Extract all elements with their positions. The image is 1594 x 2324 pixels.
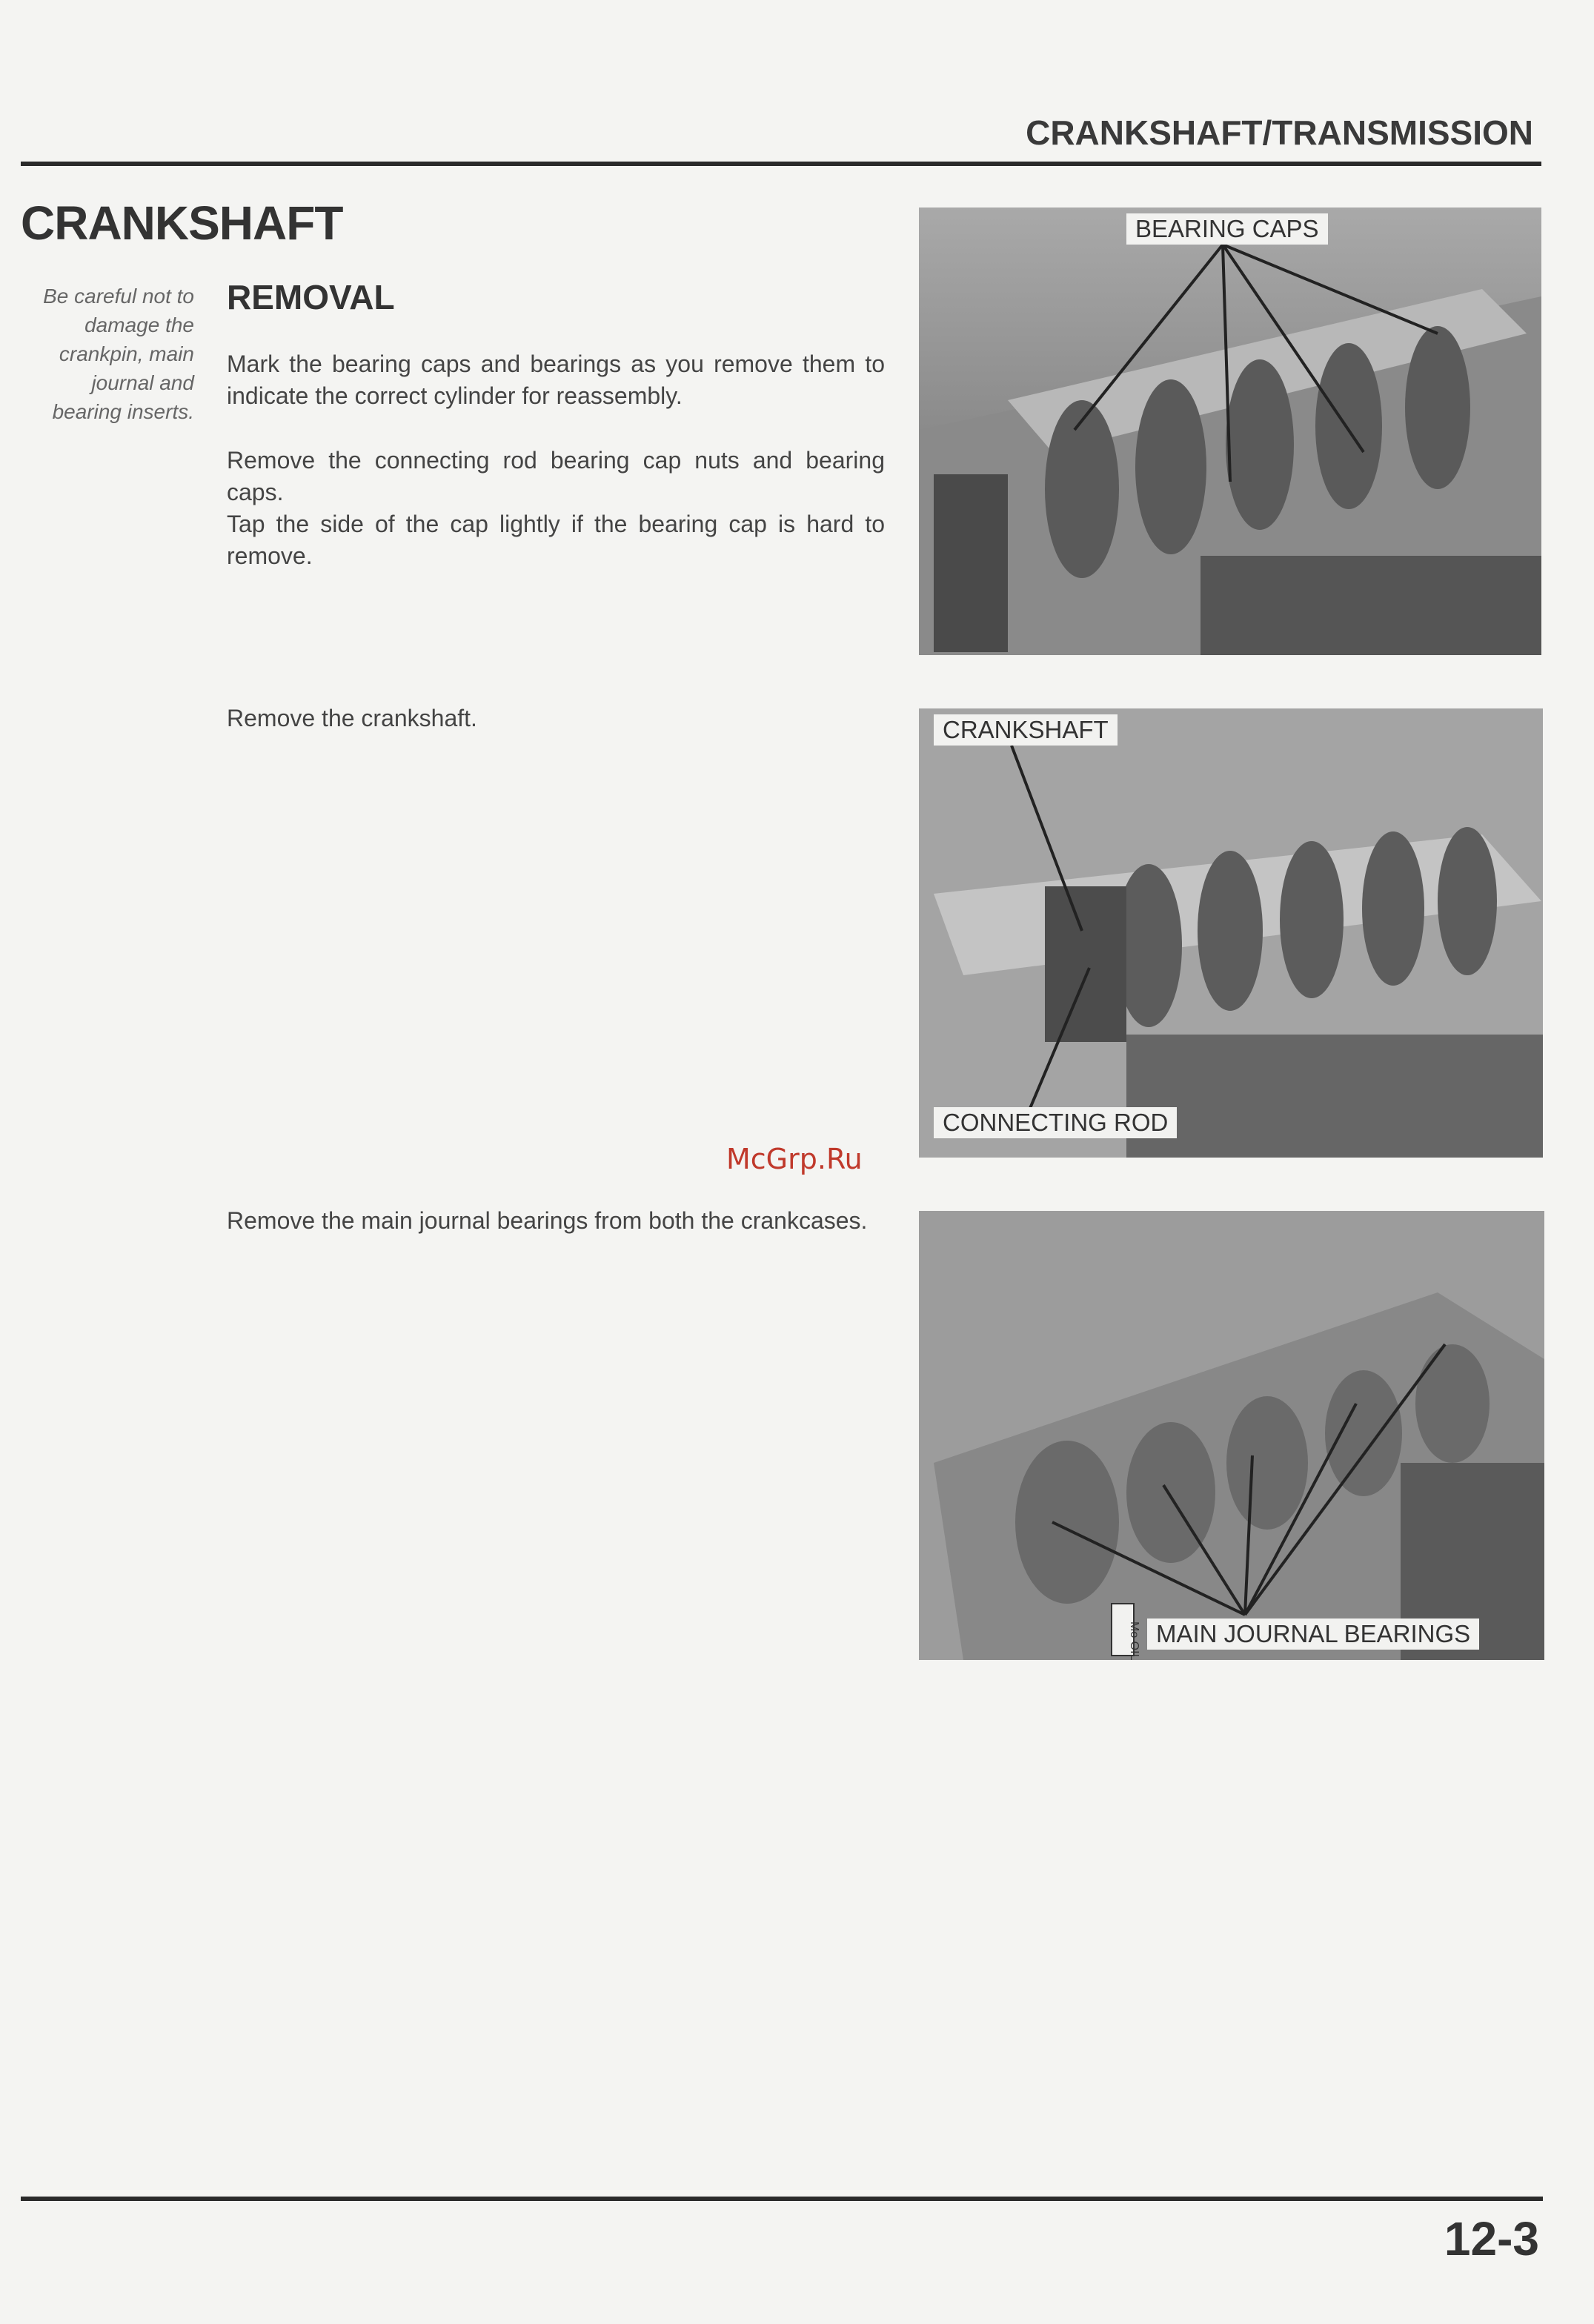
paragraph-remove-caps bbox=[227, 445, 885, 572]
section-title: CRANKSHAFT bbox=[21, 196, 343, 250]
paragraph-text: Mark the bearing caps and bearings as you remove them to indicate the correct cylinder for reassembly. bbox=[227, 351, 885, 409]
removal-heading: REMOVAL bbox=[227, 278, 395, 316]
paragraph-text: Remove the crankshaft. bbox=[227, 705, 477, 731]
engine-photo-illustration bbox=[919, 708, 1543, 1158]
crankcase-photo-illustration bbox=[919, 1211, 1544, 1660]
oil-symbol-label: Mo OIL bbox=[1128, 1621, 1140, 1660]
photo-bearing-caps bbox=[919, 208, 1541, 655]
paragraph-text: Tap the side of the cap lightly if the bearing cap is hard to remove. bbox=[227, 511, 885, 569]
paragraph-text: Remove the connecting rod bearing cap nuts and bearing caps. bbox=[227, 447, 885, 505]
header-rule bbox=[21, 162, 1541, 166]
photo-main-journal-bearings bbox=[919, 1211, 1544, 1660]
side-note: Be careful not to damage the crankpin, main journal and bearing inserts. bbox=[43, 285, 194, 423]
paragraph-text: Remove the main journal bearings from both the crankcases. bbox=[227, 1207, 868, 1234]
page-number: 12-3 bbox=[1444, 2212, 1539, 2265]
engine-photo-illustration bbox=[919, 208, 1541, 655]
callout-connecting-rod: CONNECTING ROD bbox=[934, 1107, 1177, 1138]
paragraph-mark-caps bbox=[227, 348, 885, 412]
photo-crankshaft bbox=[919, 708, 1543, 1158]
footer-rule bbox=[21, 2197, 1543, 2201]
paragraph-remove-crankshaft bbox=[227, 703, 885, 734]
header-title: CRANKSHAFT/TRANSMISSION bbox=[1026, 113, 1533, 152]
watermark: McGrp.Ru bbox=[726, 1143, 863, 1175]
callout-bearing-caps: BEARING CAPS bbox=[1126, 213, 1328, 245]
callout-crankshaft: CRANKSHAFT bbox=[934, 714, 1118, 746]
paragraph-remove-bearings bbox=[227, 1205, 885, 1237]
callout-main-journal-bearings: MAIN JOURNAL BEARINGS bbox=[1147, 1618, 1479, 1650]
